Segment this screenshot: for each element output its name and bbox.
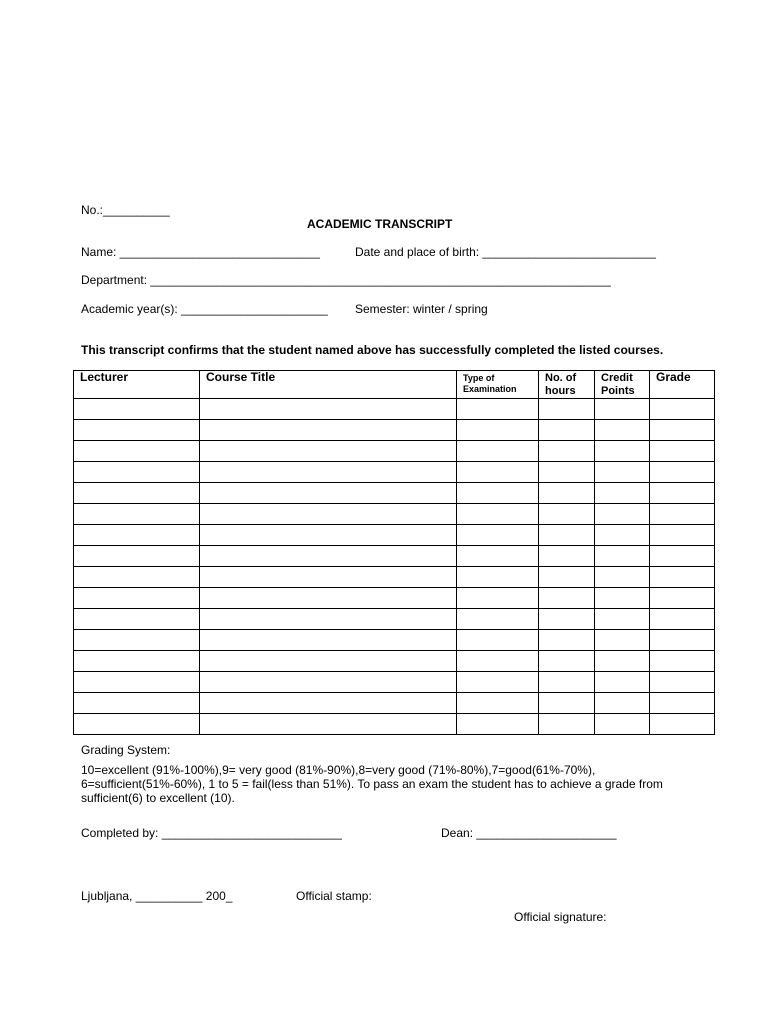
table-cell (539, 672, 595, 693)
table-cell (650, 483, 715, 504)
table-row (74, 714, 715, 735)
table-row (74, 504, 715, 525)
place-date-field: Ljubljana, __________ 200_ (81, 889, 233, 903)
header-grade: Grade (650, 371, 715, 399)
table-row (74, 651, 715, 672)
header-exam-type (457, 371, 539, 399)
table-cell (650, 525, 715, 546)
grading-label: Grading System: (81, 743, 171, 757)
table-header-row (74, 371, 715, 399)
table-cell (539, 399, 595, 420)
table-cell (457, 504, 539, 525)
table-row (74, 567, 715, 588)
transcript-statement: This transcript confirms that the student named above has successfully completed the listed courses. (81, 343, 664, 357)
table-cell (74, 441, 200, 462)
table-cell (650, 630, 715, 651)
header-lecturer: Lecturer (74, 371, 200, 399)
table-cell (595, 609, 650, 630)
table-cell (539, 420, 595, 441)
table-cell (650, 462, 715, 483)
table-cell (200, 567, 457, 588)
table-cell (74, 399, 200, 420)
table-cell (595, 525, 650, 546)
dean-field: Dean: _____________________ (441, 826, 617, 840)
table-cell (74, 462, 200, 483)
table-cell (457, 462, 539, 483)
header-credit-line1: Credit (601, 372, 633, 384)
table-cell (595, 714, 650, 735)
course-rows (74, 399, 715, 735)
table-cell (595, 630, 650, 651)
table-row (74, 462, 715, 483)
table-row (74, 588, 715, 609)
table-cell (200, 588, 457, 609)
table-row (74, 693, 715, 714)
department-field: Department: _____________________________________________________________________ (81, 273, 611, 287)
semester-field: Semester: winter / spring (355, 302, 488, 316)
table-cell (457, 651, 539, 672)
table-cell (539, 651, 595, 672)
table-cell (539, 693, 595, 714)
table-cell (200, 651, 457, 672)
table-cell (74, 714, 200, 735)
table-cell (457, 483, 539, 504)
table-cell (457, 672, 539, 693)
table-row (74, 483, 715, 504)
table-cell (200, 546, 457, 567)
header-course-title: Course Title (200, 371, 457, 399)
table-cell (539, 609, 595, 630)
table-cell (595, 672, 650, 693)
page-title: ACADEMIC TRANSCRIPT (307, 217, 453, 231)
table-cell (539, 483, 595, 504)
academic-year-field: Academic year(s): ______________________ (81, 302, 328, 316)
table-cell (200, 483, 457, 504)
header-exam-type-line2: Examination (463, 384, 517, 394)
table-row (74, 546, 715, 567)
table-cell (74, 420, 200, 441)
table-cell (539, 504, 595, 525)
table-cell (539, 546, 595, 567)
table-cell (595, 651, 650, 672)
table-row (74, 672, 715, 693)
table-cell (539, 630, 595, 651)
courses-table (73, 370, 715, 735)
table-cell (457, 714, 539, 735)
document-number: No.:__________ (81, 203, 170, 217)
table-cell (595, 399, 650, 420)
birth-field: Date and place of birth: __________________________ (355, 245, 656, 259)
official-signature-label: Official signature: (514, 910, 607, 924)
table-cell (74, 693, 200, 714)
table-cell (457, 441, 539, 462)
table-cell (74, 546, 200, 567)
table-cell (74, 630, 200, 651)
table-cell (539, 441, 595, 462)
table-cell (650, 504, 715, 525)
table-cell (200, 525, 457, 546)
table-cell (457, 609, 539, 630)
table-cell (74, 672, 200, 693)
table-cell (200, 672, 457, 693)
table-cell (650, 399, 715, 420)
table-cell (595, 546, 650, 567)
header-hours-line1: No. of (545, 372, 577, 384)
table-cell (457, 399, 539, 420)
header-hours (539, 371, 595, 399)
table-cell (200, 504, 457, 525)
header-credit-line2: Points (601, 385, 635, 397)
table-cell (457, 588, 539, 609)
table-cell (74, 588, 200, 609)
header-hours-line2: hours (545, 385, 576, 397)
table-cell (74, 609, 200, 630)
table-cell (200, 441, 457, 462)
table-cell (650, 441, 715, 462)
table-cell (457, 525, 539, 546)
table-cell (650, 420, 715, 441)
table-cell (200, 693, 457, 714)
table-cell (457, 546, 539, 567)
table-cell (457, 693, 539, 714)
official-stamp-label: Official stamp: (296, 889, 372, 903)
table-row (74, 399, 715, 420)
table-row (74, 609, 715, 630)
table-cell (595, 420, 650, 441)
table-cell (200, 630, 457, 651)
completed-by-field: Completed by: ___________________________ (81, 826, 342, 840)
table-cell (595, 504, 650, 525)
header-credit (595, 371, 650, 399)
table-cell (74, 525, 200, 546)
table-cell (539, 588, 595, 609)
table-cell (539, 525, 595, 546)
table-cell (539, 714, 595, 735)
table-cell (539, 462, 595, 483)
table-row (74, 420, 715, 441)
table-cell (595, 567, 650, 588)
table-row (74, 441, 715, 462)
table-cell (595, 462, 650, 483)
table-cell (457, 630, 539, 651)
grading-text: 10=excellent (91%-100%),9= very good (81%-90%),8=very good (71%-80%),7=good(61%-70%), 6=sufficient(51%-60%), 1 to 5 = fail(less than 51%). To pass an exam the student has to achieve a grade from sufficient(6) to excellent (10). (81, 763, 663, 805)
table-cell (74, 504, 200, 525)
table-cell (74, 483, 200, 504)
table-row (74, 630, 715, 651)
table-cell (650, 714, 715, 735)
header-exam-type-line1: Type of (463, 373, 495, 383)
table-cell (650, 672, 715, 693)
table-cell (650, 567, 715, 588)
table-cell (650, 651, 715, 672)
table-cell (74, 651, 200, 672)
table-cell (200, 462, 457, 483)
table-cell (74, 567, 200, 588)
table-cell (457, 420, 539, 441)
name-field: Name: ______________________________ (81, 245, 320, 259)
table-cell (200, 609, 457, 630)
table-cell (650, 609, 715, 630)
table-cell (539, 567, 595, 588)
table-cell (650, 546, 715, 567)
table-cell (595, 441, 650, 462)
table-cell (200, 399, 457, 420)
table-cell (595, 483, 650, 504)
table-cell (200, 420, 457, 441)
table-cell (595, 588, 650, 609)
table-cell (650, 588, 715, 609)
table-cell (457, 567, 539, 588)
table-row (74, 525, 715, 546)
table-cell (200, 714, 457, 735)
table-cell (650, 693, 715, 714)
table-cell (595, 693, 650, 714)
